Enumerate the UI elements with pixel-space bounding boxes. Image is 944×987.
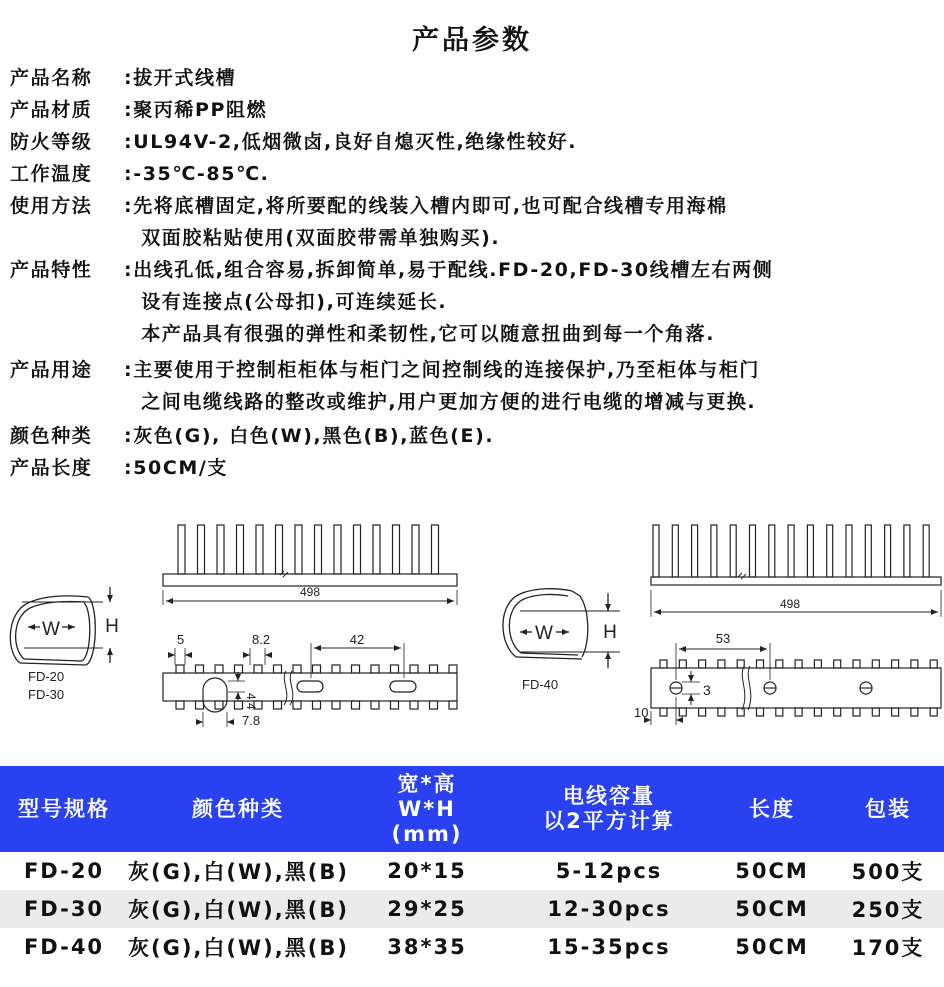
spec-label: 工作温度 — [10, 163, 93, 185]
spec-value: 双面胶粘贴使用(双面胶带需单独购买). — [141, 227, 501, 249]
spec-colon: : — [124, 163, 134, 185]
column-header-line: (mm) — [391, 821, 463, 846]
dim-10: 10 — [634, 705, 649, 720]
table-cell: 250支 — [851, 898, 925, 922]
spec-value: 拔开式线槽 — [133, 67, 237, 89]
spec-label: 颜色种类 — [10, 425, 93, 447]
spec-colon: : — [124, 425, 134, 447]
spec-list — [10, 62, 940, 484]
spec-row — [10, 94, 940, 126]
spec-row — [10, 190, 940, 254]
table-cell: 灰(G),白(W),黑(B) — [128, 898, 349, 922]
spec-value: 先将底槽固定,将所要配的线装入槽内即可,也可配合线槽专用海棉 — [133, 195, 728, 217]
column-header — [0, 766, 128, 852]
technical-drawings — [0, 515, 944, 740]
table-cell: 15-35pcs — [547, 935, 671, 959]
spec-label: 产品长度 — [10, 457, 93, 479]
spec-value: -35℃-85℃. — [133, 163, 270, 185]
spec-value: 50CM/支 — [133, 457, 229, 479]
spec-colon: : — [124, 457, 134, 479]
profile-fd20-fd30 — [10, 587, 110, 665]
table-row — [0, 928, 944, 966]
length-dim-left: 498 — [299, 585, 321, 599]
spec-value: 主要使用于控制柜柜体与柜门之间控制线的连接保护,乃至柜体与柜门 — [133, 359, 761, 381]
bottom-view-right — [644, 643, 941, 725]
dim-8-2: 8.2 — [252, 632, 271, 647]
table-cell: 29*25 — [387, 897, 467, 921]
w-label-right: W — [535, 623, 553, 644]
column-header — [348, 766, 506, 852]
dim-42: 42 — [349, 632, 365, 647]
dim-4-4: 4.4 — [244, 693, 258, 710]
spec-label: 产品特性 — [10, 259, 93, 281]
table-cell: 500支 — [851, 860, 925, 884]
column-header-line: 颜色种类 — [192, 796, 284, 821]
model-label-fd30: FD-30 — [28, 687, 65, 702]
table-row — [0, 852, 944, 890]
column-header — [506, 766, 712, 852]
h-label-right: H — [603, 622, 617, 643]
spec-row — [10, 354, 940, 418]
spec-colon: : — [124, 99, 134, 121]
table-cell: 50CM — [735, 935, 809, 959]
column-header-line: 宽*高 — [397, 771, 457, 796]
spec-label: 产品名称 — [10, 67, 93, 89]
table-cell: 5-12pcs — [555, 859, 663, 883]
w-label-left: W — [42, 619, 60, 640]
spec-colon: : — [124, 67, 134, 89]
spec-colon: : — [124, 195, 134, 217]
table-body — [0, 852, 944, 966]
spec-row — [10, 254, 940, 350]
table-cell: FD-20 — [23, 859, 105, 883]
length-dim-right: 498 — [779, 597, 801, 611]
spec-colon: : — [124, 359, 134, 381]
column-header — [832, 766, 944, 852]
spec-value: 设有连接点(公母扣),可连续延长. — [141, 291, 448, 313]
table-cell: 170支 — [851, 936, 925, 960]
column-header-line: 以2平方计算 — [543, 809, 675, 833]
spec-row — [10, 420, 940, 452]
spec-row — [10, 62, 940, 94]
column-header — [128, 766, 348, 852]
spec-label: 产品用途 — [10, 359, 93, 381]
dim-53: 53 — [715, 631, 731, 646]
spec-row — [10, 126, 940, 158]
bottom-view-left — [163, 643, 457, 727]
spec-value: 出线孔低,组合容易,拆卸简单,易于配线.FD-20,FD-30线槽左右两侧 — [133, 259, 774, 281]
dim-3: 3 — [703, 682, 711, 698]
page-title: 产品参数 — [412, 25, 532, 56]
column-header — [712, 766, 832, 852]
column-header-line: W*H — [398, 796, 456, 821]
model-label-fd20: FD-20 — [28, 669, 65, 684]
table-cell: FD-30 — [23, 897, 105, 921]
table-cell: 灰(G),白(W),黑(B) — [128, 860, 349, 884]
table-header-row — [0, 766, 944, 852]
spec-value: UL94V-2,低烟微卤,良好自熄灭性,绝缘性较好. — [133, 131, 578, 153]
spec-value: 之间电缆线路的整改或维护,用户更加方便的进行电缆的增减与更换. — [141, 391, 757, 413]
column-header-line: 电线容量 — [563, 784, 655, 808]
table-cell: 50CM — [735, 859, 809, 883]
table-cell: 20*15 — [387, 859, 467, 883]
table-row — [0, 890, 944, 928]
spec-label: 产品材质 — [10, 99, 93, 121]
table-cell: 灰(G),白(W),黑(B) — [128, 936, 349, 960]
dim-7-8: 7.8 — [242, 713, 261, 728]
spec-value: 灰色(G), 白色(W),黑色(B),蓝色(E). — [133, 425, 495, 447]
column-header-line: 长度 — [749, 796, 795, 821]
spec-value: 本产品具有很强的弹性和柔韧性,它可以随意扭曲到每一个角落. — [141, 323, 716, 345]
spec-colon: : — [124, 131, 134, 153]
spec-table — [0, 766, 944, 966]
model-label-fd40: FD-40 — [522, 677, 559, 692]
dim-5: 5 — [177, 632, 185, 647]
spec-colon: : — [124, 259, 134, 281]
spec-value: 聚丙稀PP阻燃 — [133, 99, 268, 121]
table-cell: 38*35 — [387, 935, 467, 959]
spec-row — [10, 158, 940, 190]
table-cell: 12-30pcs — [547, 897, 671, 921]
table-cell: FD-40 — [23, 935, 105, 959]
table-cell: 50CM — [735, 897, 809, 921]
spec-row — [10, 452, 940, 484]
column-header-line: 型号规格 — [18, 796, 110, 821]
h-label-left: H — [105, 616, 119, 637]
spec-label: 使用方法 — [10, 195, 93, 217]
column-header-line: 包装 — [865, 796, 911, 821]
spec-label: 防火等级 — [10, 131, 93, 153]
